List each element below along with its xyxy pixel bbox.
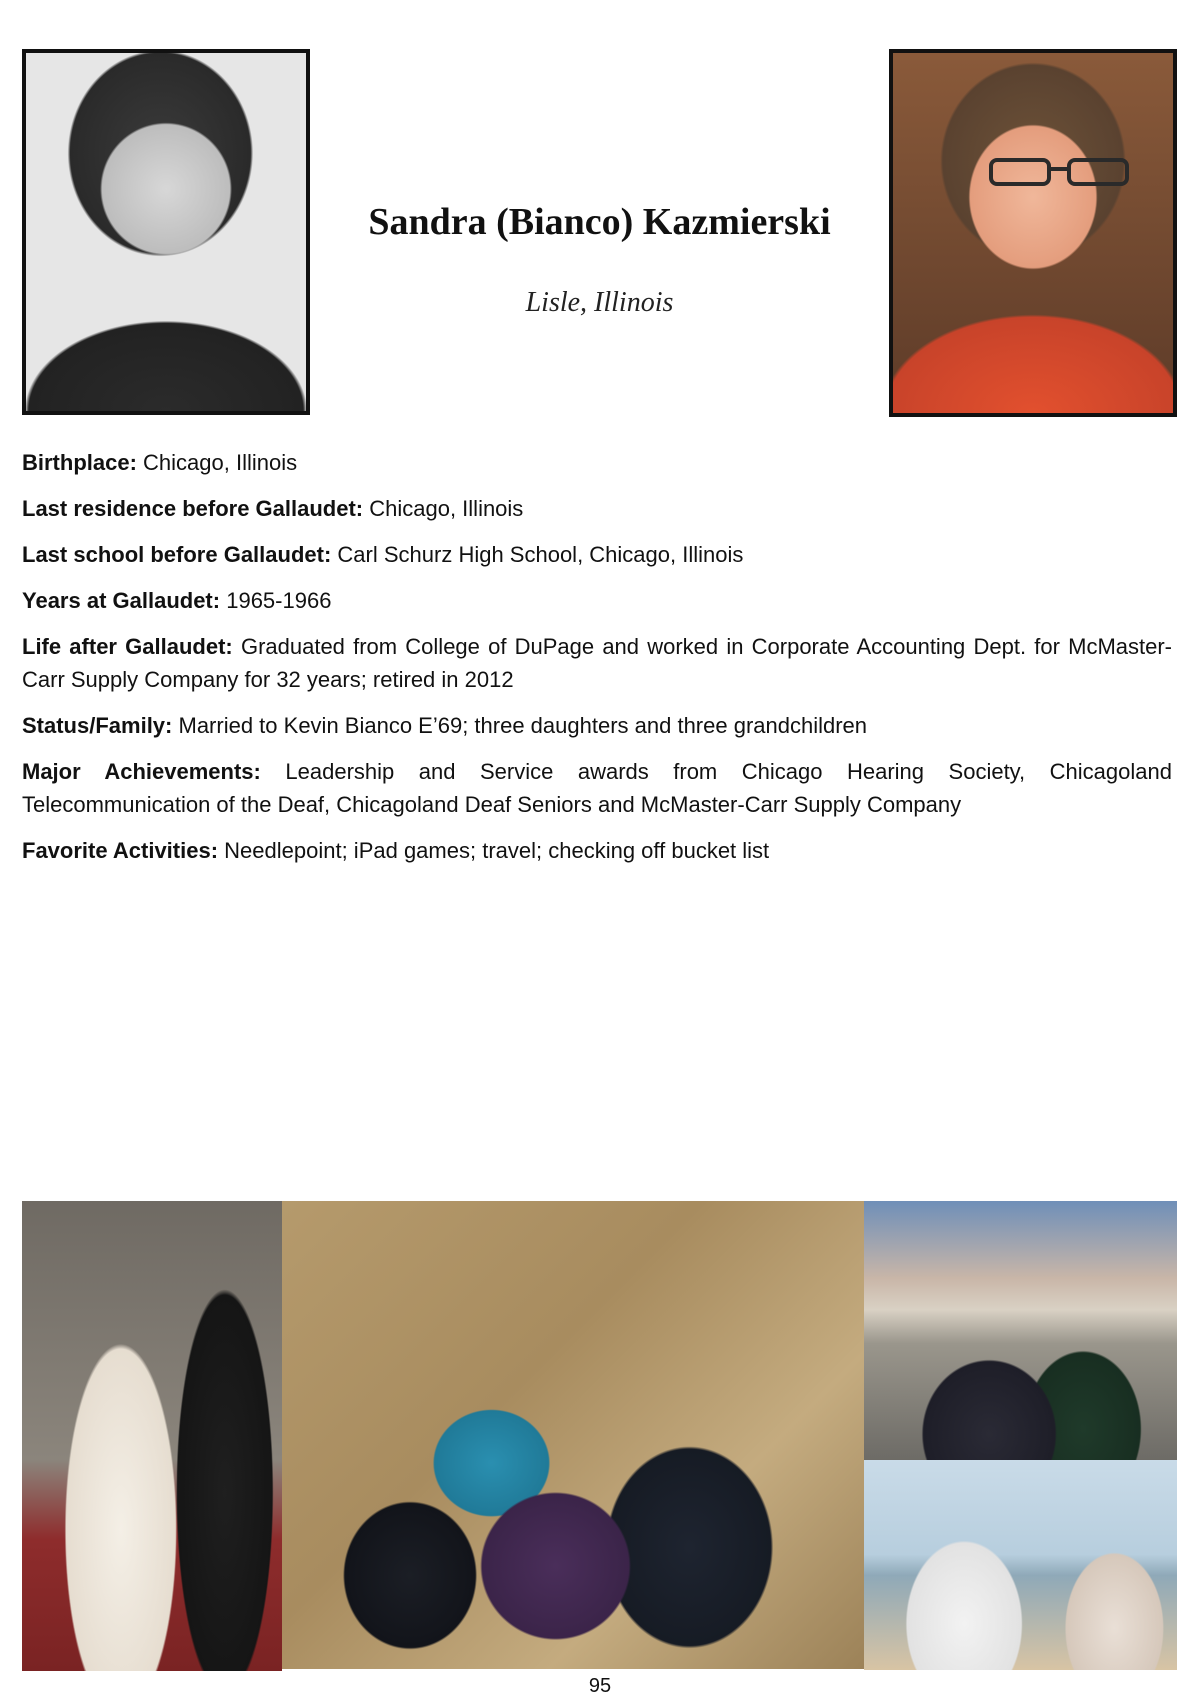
fact-value: Carl Schurz High School, Chicago, Illinois (337, 542, 744, 567)
fact-last-school (22, 538, 1172, 571)
fact-label: Years at Gallaudet: (22, 588, 221, 613)
person-location: Lisle, Illinois (525, 287, 674, 318)
fact-status-family (22, 709, 1172, 742)
fact-label: Favorite Activities: (22, 838, 219, 863)
person-name: Sandra (Bianco) Kazmierski (368, 201, 831, 243)
fact-value: Chicago, Illinois (143, 450, 298, 475)
fact-label: Last residence before Gallaudet: (22, 496, 364, 521)
wedding-photo (22, 1201, 282, 1671)
fact-life-after (22, 630, 1172, 696)
fact-value: Graduated from College of DuPage and worked in Corporate Accounting Dept. for McMaster-Carr Supply Company for 32 years; retired in 2012 (22, 634, 1173, 692)
yearbook-portrait-photo (22, 49, 310, 415)
beach-couple-photo (864, 1460, 1177, 1670)
glasses-shape (989, 157, 1129, 187)
fact-value: Needlepoint; iPad games; travel; checking off bucket list (224, 838, 770, 863)
travel-plaza-photo (864, 1201, 1177, 1460)
current-portrait-photo (889, 49, 1177, 417)
fact-label: Life after Gallaudet: (22, 634, 233, 659)
fact-value: Leadership and Service awards from Chicago Hearing Society, Chicagoland Telecommunication of the Deaf, Chicagoland Deaf Seniors and McMaster-Carr Supply Company (22, 759, 1172, 817)
fact-label: Birthplace: (22, 450, 137, 475)
family-group-photo (282, 1201, 864, 1669)
fact-label: Status/Family: (22, 713, 173, 738)
fact-value: Chicago, Illinois (369, 496, 524, 521)
fact-activities (22, 834, 1172, 867)
fact-achievements (22, 755, 1172, 821)
fact-value: 1965-1966 (226, 588, 332, 613)
biography-facts (22, 446, 1172, 880)
fact-years (22, 584, 1172, 617)
fact-label: Last school before Gallaudet: (22, 542, 332, 567)
page-number: 95 (588, 1675, 612, 1697)
fact-value: Married to Kevin Bianco E’69; three daughters and three grandchildren (178, 713, 868, 738)
fact-last-residence (22, 492, 1172, 525)
fact-label: Major Achievements: (22, 759, 261, 784)
fact-birthplace (22, 446, 1172, 479)
